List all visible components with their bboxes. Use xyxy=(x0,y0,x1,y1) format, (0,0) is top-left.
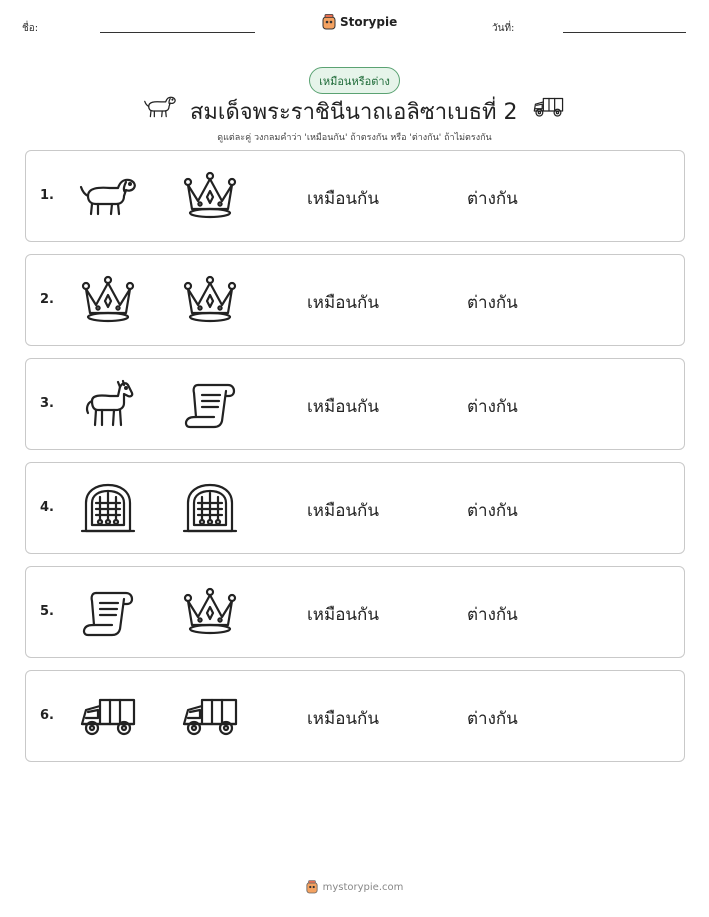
question-row-3 xyxy=(25,358,685,450)
different-option[interactable]: ต่างกัน xyxy=(467,501,518,521)
footer xyxy=(0,880,709,894)
scroll-icon xyxy=(180,377,240,433)
truck-icon xyxy=(78,689,138,745)
radio-icon xyxy=(180,481,240,537)
name-field[interactable] xyxy=(100,32,255,33)
worksheet-header xyxy=(0,0,709,50)
worksheet-title: สมเด็จพระราชินีนาถเอลิซาเบธที่ 2 xyxy=(190,100,518,125)
crown-icon xyxy=(180,585,240,641)
question-row-1 xyxy=(25,150,685,242)
same-option[interactable]: เหมือนกัน xyxy=(307,605,379,625)
same-option[interactable]: เหมือนกัน xyxy=(307,709,379,729)
title-row xyxy=(0,92,709,126)
question-number: 4. xyxy=(40,500,54,515)
different-option[interactable]: ต่างกัน xyxy=(467,189,518,209)
question-number: 3. xyxy=(40,396,54,411)
date-field[interactable] xyxy=(563,32,686,33)
different-option[interactable]: ต่างกัน xyxy=(467,397,518,417)
name-label: ชื่อ: xyxy=(22,23,39,34)
crown-icon xyxy=(180,169,240,225)
question-number: 5. xyxy=(40,604,54,619)
worksheet-type-badge: เหมือนหรือต่าง xyxy=(309,67,400,94)
different-option[interactable]: ต่างกัน xyxy=(467,709,518,729)
brand-logo xyxy=(322,14,397,30)
same-option[interactable]: เหมือนกัน xyxy=(307,397,379,417)
storypie-mascot-icon xyxy=(306,880,318,894)
same-option[interactable]: เหมือนกัน xyxy=(307,189,379,209)
question-row-4 xyxy=(25,462,685,554)
same-option[interactable]: เหมือนกัน xyxy=(307,501,379,521)
brand-name: Storypie xyxy=(340,15,398,29)
different-option[interactable]: ต่างกัน xyxy=(467,293,518,313)
same-option[interactable]: เหมือนกัน xyxy=(307,293,379,313)
dog-icon xyxy=(78,169,138,225)
question-number: 1. xyxy=(40,188,54,203)
dog-icon xyxy=(143,94,177,124)
horse-icon xyxy=(78,377,138,433)
question-row-5 xyxy=(25,566,685,658)
question-number: 2. xyxy=(40,292,54,307)
crown-icon xyxy=(180,273,240,329)
date-label: วันที่: xyxy=(492,23,515,34)
question-row-6 xyxy=(25,670,685,762)
question-row-2 xyxy=(25,254,685,346)
truck-icon xyxy=(180,689,240,745)
scroll-icon xyxy=(78,585,138,641)
radio-icon xyxy=(78,481,138,537)
footer-url: mystorypie.com xyxy=(322,881,404,893)
different-option[interactable]: ต่างกัน xyxy=(467,605,518,625)
crown-icon xyxy=(78,273,138,329)
storypie-mascot-icon xyxy=(322,14,336,30)
truck-icon xyxy=(532,94,566,124)
question-number: 6. xyxy=(40,708,54,723)
instructions: ดูแต่ละคู่ วงกลมคำว่า 'เหมือนกัน' ถ้าตรงกัน หรือ 'ต่างกัน' ถ้าไม่ตรงกัน xyxy=(217,133,492,143)
